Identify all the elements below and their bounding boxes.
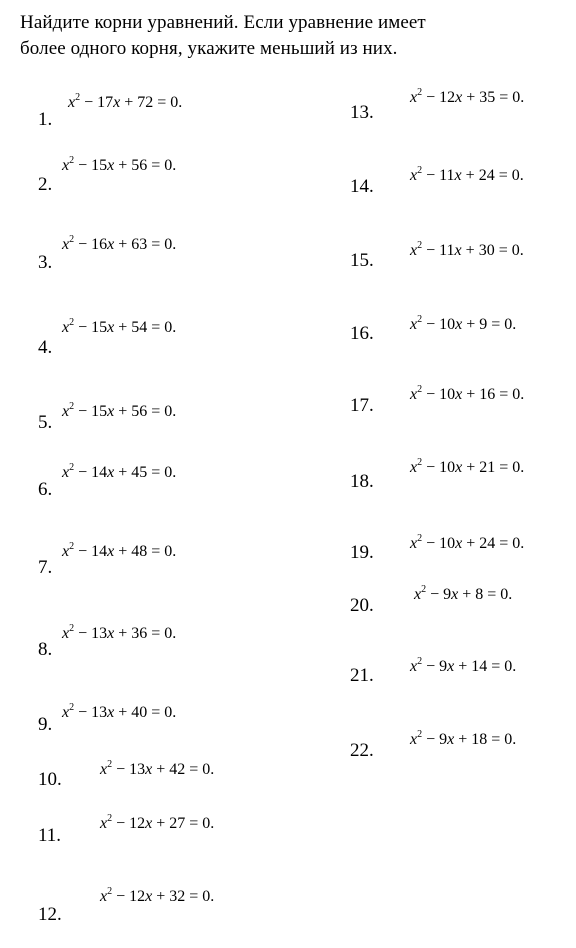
problem-number: 13.: [350, 102, 374, 123]
instructions-line-1: Найдите корни уравнений. Если уравнение имеет: [20, 12, 426, 33]
problem-number: 1.: [38, 109, 53, 130]
equation-coefficient-b: 15: [91, 157, 108, 174]
problem-number: 9.: [38, 714, 53, 735]
equation-constant-c: 35: [479, 89, 496, 106]
problem-number: 14.: [350, 176, 374, 197]
problem-equation: $x^2 - 14x + 48 = 0$.: [62, 541, 177, 560]
equation-constant-c: 48: [131, 543, 148, 560]
equation-constant-c: 54: [131, 319, 148, 336]
problem-number: 12.: [38, 904, 62, 925]
problem-equation: $x^2 - 12x + 32 = 0$.: [100, 886, 215, 905]
equation-constant-c: 36: [131, 625, 148, 642]
equation-coefficient-b: 12: [439, 89, 456, 106]
problem-number: 11.: [38, 825, 62, 846]
equation-constant-c: 21: [479, 459, 496, 476]
problem-number: 16.: [350, 323, 374, 344]
problem-equation: $x^2 - 9x + 8 = 0$.: [414, 584, 513, 603]
problem-number: 17.: [350, 395, 374, 416]
equation-constant-c: 9: [479, 316, 488, 333]
problem-equation: $x^2 - 10x + 9 = 0$.: [410, 314, 517, 333]
problem-number: 7.: [38, 557, 53, 578]
problem-equation: $x^2 - 14x + 45 = 0$.: [62, 462, 177, 481]
equation-constant-c: 56: [131, 403, 148, 420]
equation-constant-c: 72: [137, 94, 154, 111]
problem-number: 3.: [38, 252, 53, 273]
equation-coefficient-b: 11: [439, 167, 455, 184]
equation-constant-c: 14: [471, 658, 488, 675]
problem-equation: $x^2 - 17x + 72 = 0$.: [68, 92, 183, 111]
problem-number: 21.: [350, 665, 374, 686]
equation-coefficient-b: 14: [91, 543, 108, 560]
equation-constant-c: 16: [479, 386, 496, 403]
equation-coefficient-b: 17: [97, 94, 114, 111]
problem-equation: $x^2 - 15x + 56 = 0$.: [62, 155, 177, 174]
problem-equation: $x^2 - 9x + 18 = 0$.: [410, 729, 517, 748]
equation-coefficient-b: 16: [91, 236, 108, 253]
equation-coefficient-b: 11: [439, 242, 455, 259]
equation-constant-c: 30: [478, 242, 495, 259]
problem-equation: $x^2 - 12x + 27 = 0$.: [100, 813, 215, 832]
equation-constant-c: 45: [131, 464, 148, 481]
equation-coefficient-b: 15: [91, 319, 108, 336]
problem-equation: $x^2 - 15x + 56 = 0$.: [62, 401, 177, 420]
equation-coefficient-b: 9: [443, 586, 452, 603]
equation-coefficient-b: 12: [129, 888, 146, 905]
problem-number: 6.: [38, 479, 53, 500]
equation-constant-c: 42: [169, 761, 186, 778]
equation-constant-c: 18: [471, 731, 488, 748]
instructions: [20, 10, 560, 62]
problem-equation: $x^2 - 10x + 24 = 0$.: [410, 533, 525, 552]
problem-number: 19.: [350, 542, 374, 563]
problem-equation: $x^2 - 11x + 30 = 0$.: [410, 240, 524, 259]
equation-coefficient-b: 10: [439, 459, 456, 476]
problem-number: 10.: [38, 769, 62, 790]
problem-equation: $x^2 - 13x + 36 = 0$.: [62, 623, 177, 642]
problem-equation: $x^2 - 10x + 21 = 0$.: [410, 457, 525, 476]
problem-equation: $x^2 - 13x + 42 = 0$.: [100, 759, 215, 778]
equation-constant-c: 40: [131, 704, 148, 721]
equation-coefficient-b: 13: [91, 625, 108, 642]
equation-coefficient-b: 13: [129, 761, 146, 778]
equation-coefficient-b: 10: [439, 386, 456, 403]
problem-equation: $x^2 - 12x + 35 = 0$.: [410, 87, 525, 106]
problem-equation: $x^2 - 15x + 54 = 0$.: [62, 317, 177, 336]
problem-number: 4.: [38, 337, 53, 358]
problem-number: 20.: [350, 595, 374, 616]
equation-coefficient-b: 10: [439, 316, 456, 333]
equation-constant-c: 24: [479, 535, 496, 552]
equation-coefficient-b: 13: [91, 704, 108, 721]
equation-coefficient-b: 12: [129, 815, 146, 832]
problem-equation: $x^2 - 10x + 16 = 0$.: [410, 384, 525, 403]
problem-number: 15.: [350, 250, 374, 271]
equation-constant-c: 8: [475, 586, 484, 603]
equation-constant-c: 32: [169, 888, 186, 905]
equation-constant-c: 63: [131, 236, 148, 253]
equation-coefficient-b: 15: [91, 403, 108, 420]
equation-constant-c: 56: [131, 157, 148, 174]
problem-number: 8.: [38, 639, 53, 660]
equation-constant-c: 27: [169, 815, 186, 832]
problem-number: 18.: [350, 471, 374, 492]
equation-coefficient-b: 10: [439, 535, 456, 552]
problem-number: 2.: [38, 174, 53, 195]
problem-equation: $x^2 - 11x + 24 = 0$.: [410, 165, 524, 184]
equation-constant-c: 24: [478, 167, 495, 184]
equation-coefficient-b: 9: [439, 731, 448, 748]
problem-number: 22.: [350, 740, 374, 761]
problem-equation: $x^2 - 9x + 14 = 0$.: [410, 656, 517, 675]
equation-coefficient-b: 9: [439, 658, 448, 675]
problem-equation: $x^2 - 13x + 40 = 0$.: [62, 702, 177, 721]
problem-equation: $x^2 - 16x + 63 = 0$.: [62, 234, 177, 253]
instructions-line-2: более одного корня, укажите меньший из них.: [20, 38, 398, 59]
equation-coefficient-b: 14: [91, 464, 108, 481]
problem-number: 5.: [38, 412, 53, 433]
